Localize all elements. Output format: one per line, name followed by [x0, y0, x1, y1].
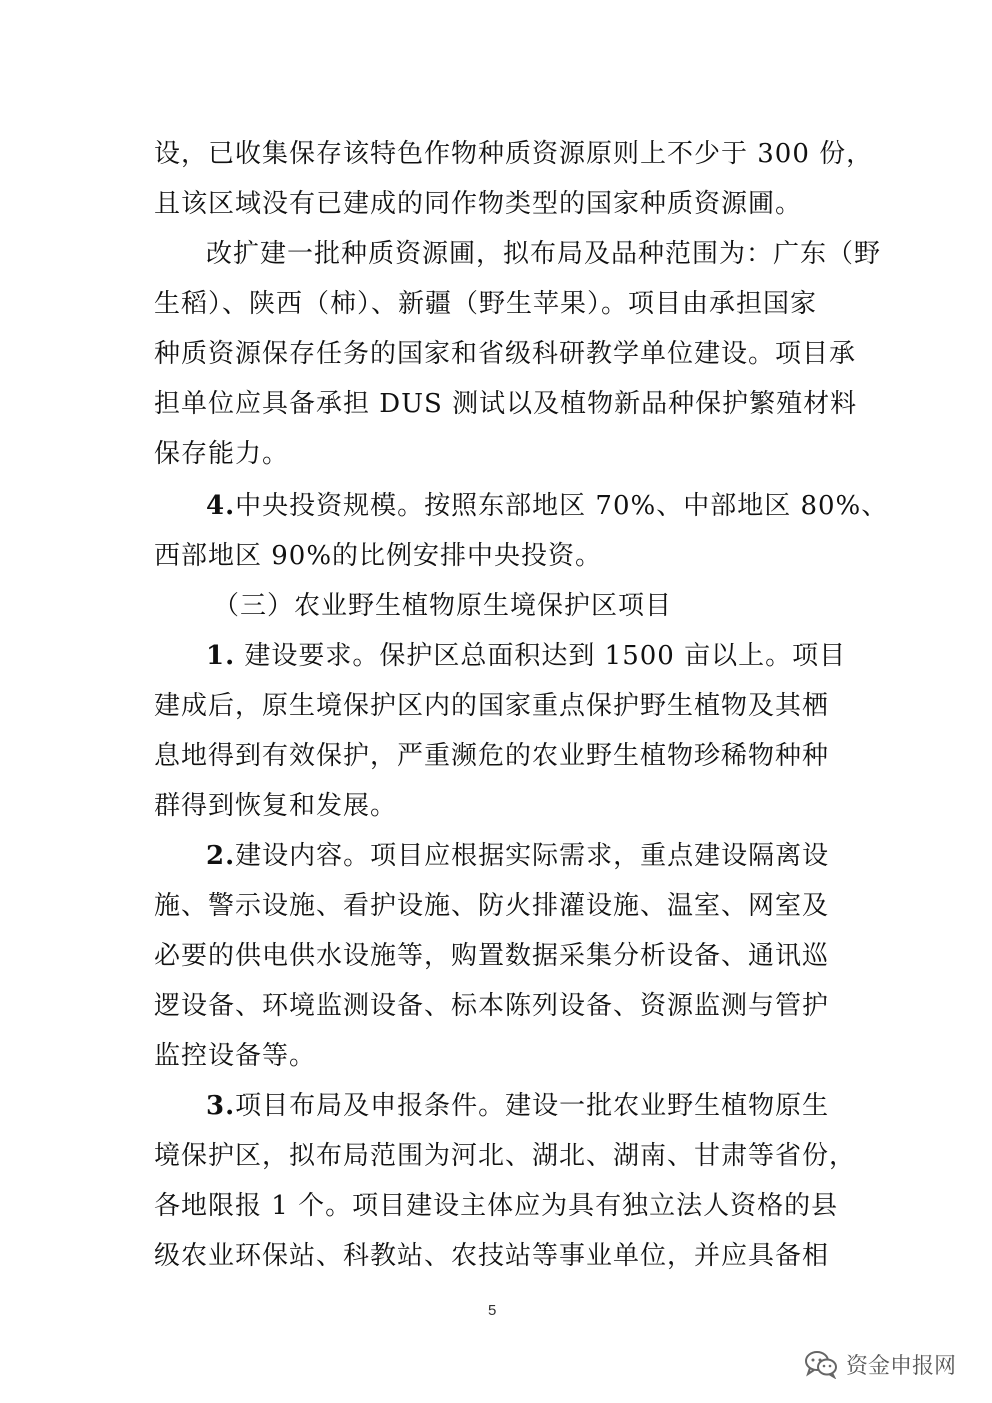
item-text: 项目布局及申报条件。建设一批农业野生植物原生 [235, 1091, 830, 1121]
watermark [804, 1344, 956, 1384]
item-text: 建设要求。保护区总面积达到 1500 亩以上。项目 [235, 641, 847, 671]
text-line: 级农业环保站、科教站、农技站等事业单位，并应具备相 [154, 1241, 830, 1271]
text-line: 建成后，原生境保护区内的国家重点保护野生植物及其栖 [154, 691, 830, 721]
text-line: 境保护区，拟布局范围为河北、湖北、湖南、甘肃等省份， [154, 1141, 857, 1171]
paragraph-start-line: 改扩建一批种质资源圃，拟布局及品种范围为：广东（野 [206, 239, 882, 269]
watermark-text: 资金申报网 [846, 1353, 957, 1379]
page-number: 5 [488, 1302, 497, 1319]
text-line: 生稻）、陕西（柿）、新疆（野生苹果）。项目由承担国家 [154, 289, 818, 319]
text-line: 各地限报 1 个。项目建设主体应为具有独立法人资格的县 [154, 1191, 839, 1221]
paragraph-start-line [206, 638, 906, 674]
item-number: 2. [206, 841, 236, 871]
paragraph-start-line [206, 1088, 906, 1124]
wechat-icon [804, 1349, 838, 1379]
item-number: 4. [206, 491, 236, 521]
text-line: 且该区域没有已建成的同作物类型的国家种质资源圃。 [154, 189, 803, 219]
text-line: 息地得到有效保护，严重濒危的农业野生植物珍稀物种种 [154, 741, 830, 771]
text-line: 担单位应具备承担 DUS 测试以及植物新品种保护繁殖材料 [154, 389, 858, 419]
item-number: 1. [206, 641, 236, 671]
paragraph-start-line [206, 838, 906, 874]
text-line: 群得到恢复和发展。 [154, 791, 398, 821]
text-line: 施、警示设施、看护设施、防火排灌设施、温室、网室及 [154, 891, 830, 921]
text-line: 西部地区 90%的比例安排中央投资。 [154, 541, 603, 571]
text-line: 保存能力。 [154, 439, 290, 469]
text-line: 设，已收集保存该特色作物种质资源原则上不少于 300 份， [154, 139, 874, 169]
text-line: 监控设备等。 [154, 1041, 317, 1071]
text-line: 必要的供电供水设施等，购置数据采集分析设备、通讯巡 [154, 941, 830, 971]
item-text: 中央投资规模。按照东部地区 70%、中部地区 80%、 [235, 491, 889, 521]
item-text: 建设内容。项目应根据实际需求，重点建设隔离设 [235, 841, 830, 871]
text-line: 逻设备、环境监测设备、标本陈列设备、资源监测与管护 [154, 991, 830, 1021]
section-heading: （三）农业野生植物原生境保护区项目 [213, 591, 673, 621]
text-line: 种质资源保存任务的国家和省级科研教学单位建设。项目承 [154, 339, 857, 369]
paragraph-start-line [206, 488, 906, 524]
item-number: 3. [206, 1091, 236, 1121]
